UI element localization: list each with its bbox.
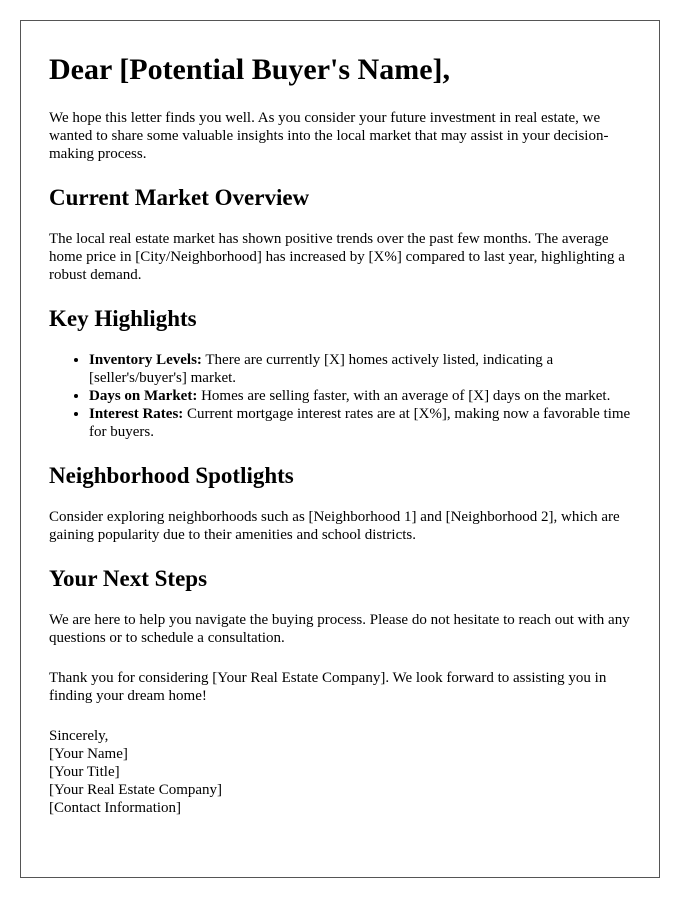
signature-closing: Sincerely,	[49, 728, 109, 744]
highlight-text: There are currently [X] homes actively listed, indicating a [seller's/buyer's] market.	[89, 352, 554, 386]
signature-contact: [Contact Information]	[49, 800, 182, 816]
highlight-label: Interest Rates:	[89, 406, 184, 422]
market-overview-paragraph: The local real estate market has shown positive trends over the past few months. The average home price in [City/Neighborhood] has increased by [X%] compared to last year, highlighting a robust demand.	[49, 231, 625, 283]
next-steps-paragraph: We are here to help you navigate the buying process. Please do not hesitate to reach out with any questions or to schedule a consultation.	[49, 612, 630, 646]
intro-paragraph: We hope this letter finds you well. As you consider your future investment in real estate, we wanted to share some valuable insights into the local market that may assist in your decision-making process.	[49, 110, 609, 162]
highlight-label: Days on Market:	[89, 388, 198, 404]
signature-title: [Your Title]	[49, 764, 120, 780]
next-steps-heading: Your Next Steps	[49, 566, 208, 591]
neighborhood-spotlights-heading: Neighborhood Spotlights	[49, 463, 294, 488]
highlight-text: Homes are selling faster, with an average of [X] days on the market.	[197, 388, 611, 404]
highlight-item	[89, 405, 631, 441]
highlight-label: Inventory Levels:	[89, 352, 202, 368]
highlight-text: Current mortgage interest rates are at [X%], making now a favorable time for buyers.	[89, 406, 631, 440]
signature-company: [Your Real Estate Company]	[49, 782, 223, 798]
signature-block	[49, 727, 631, 817]
neighborhood-spotlights-paragraph: Consider exploring neighborhoods such as [Neighborhood 1] and [Neighborhood 2], which are gaining popularity due to their amenities and school districts.	[49, 509, 620, 543]
letter	[20, 20, 660, 878]
thanks-paragraph: Thank you for considering [Your Real Estate Company]. We look forward to assisting you in finding your dream home!	[49, 670, 607, 704]
key-highlights-heading: Key Highlights	[49, 306, 197, 331]
key-highlights-list	[49, 351, 631, 441]
greeting-heading: Dear [Potential Buyer's Name],	[49, 53, 451, 86]
market-overview-heading: Current Market Overview	[49, 185, 310, 210]
highlight-item	[89, 351, 631, 387]
highlight-item	[89, 387, 631, 405]
signature-name: [Your Name]	[49, 746, 128, 762]
